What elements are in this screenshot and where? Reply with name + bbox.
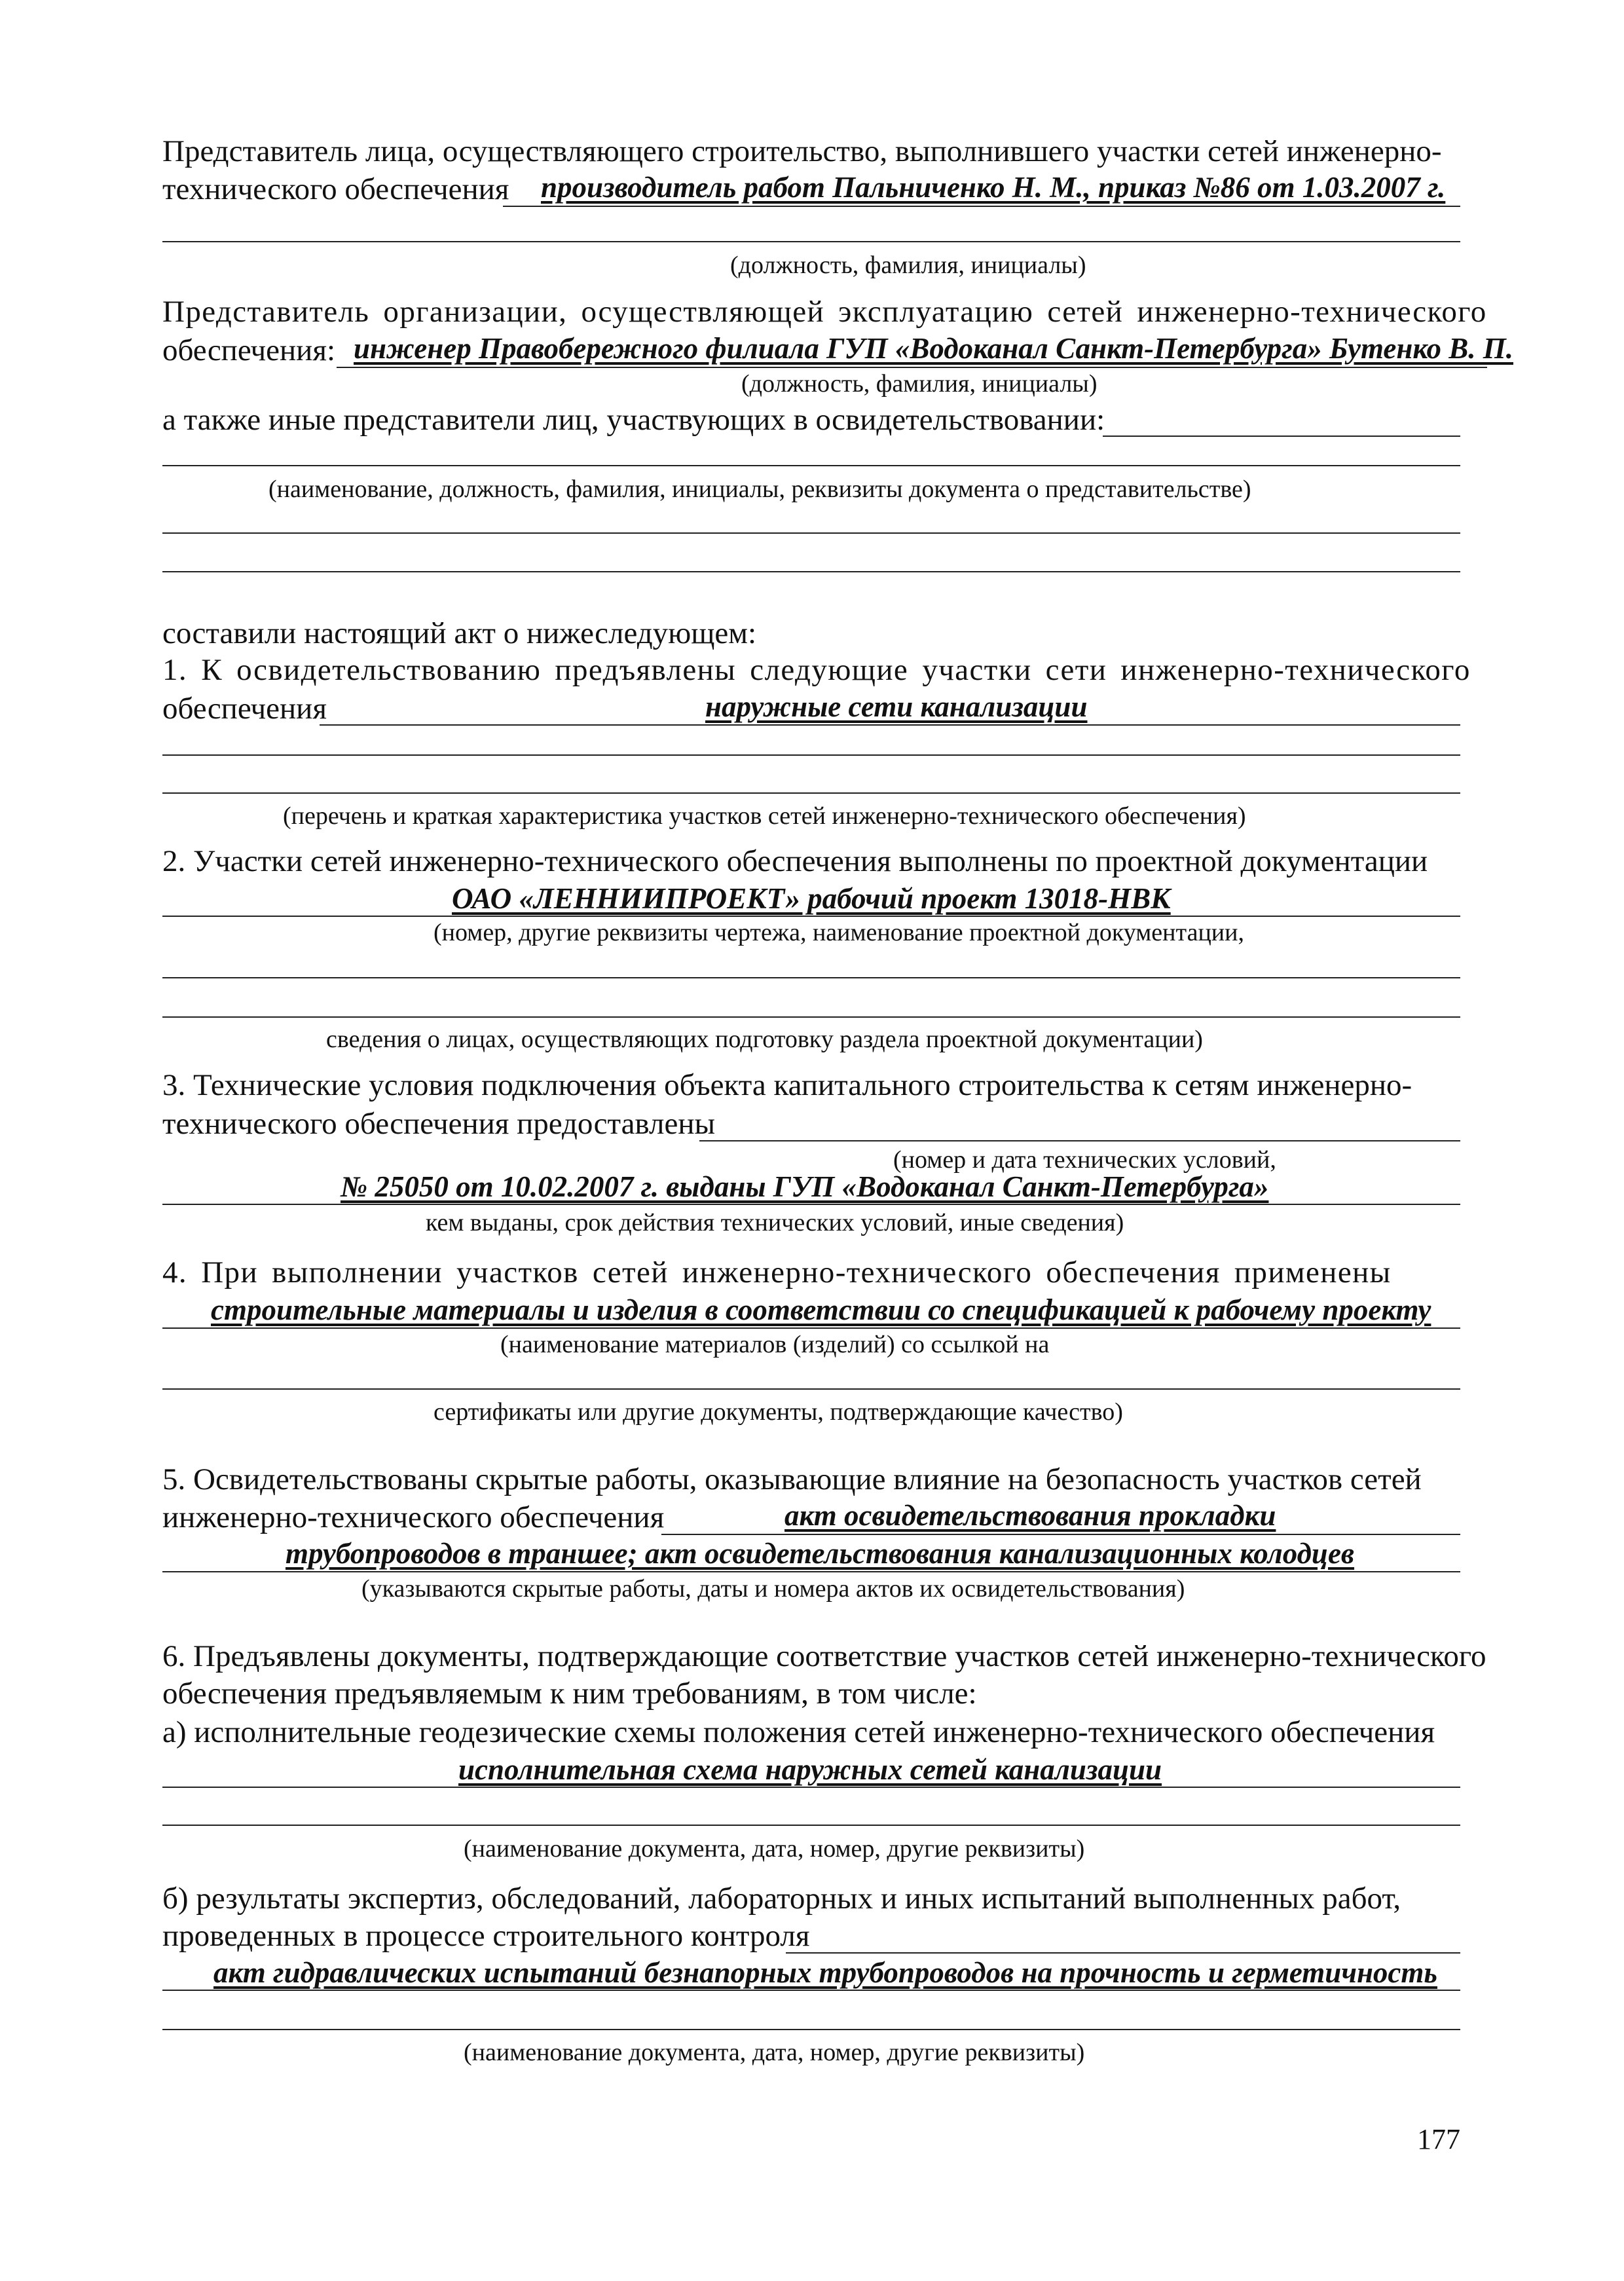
- s1-line2: технического обеспечения: [162, 172, 509, 206]
- p1-line2: обеспечения: [162, 692, 327, 726]
- p2-blank-line-1: [162, 977, 1460, 978]
- p1-caption: (перечень и краткая характеристика участков сетей инженерно-технического обеспечения): [283, 802, 1246, 830]
- s2-caption: (должность, фамилия, инициалы): [741, 370, 1098, 398]
- p6-a-caption: (наименование документа, дата, номер, другие реквизиты): [464, 1835, 1085, 1863]
- s1-value: производитель работ Пальниченко Н. М., приказ №86 от 1.03.2007 г.: [541, 171, 1446, 204]
- s2-others-caption: (наименование, должность, фамилия, инициалы, реквизиты документа о представительстве): [268, 475, 1251, 503]
- s1-caption: (должность, фамилия, инициалы): [730, 251, 1086, 279]
- p6-b-underline-1: [786, 1952, 1460, 1954]
- p3-caption-1: (номер и дата технических условий,: [893, 1146, 1276, 1174]
- p4-blank-line: [162, 1388, 1460, 1390]
- p2-line1: 2. Участки сетей инженерно-технического обеспечения выполнены по проектной документации: [162, 844, 1428, 878]
- p2-caption-2: сведения о лицах, осуществляющих подготовку раздела проектной документации): [326, 1026, 1203, 1053]
- p1-blank-line-2: [162, 792, 1460, 794]
- p6-b-caption: (наименование документа, дата, номер, другие реквизиты): [464, 2039, 1085, 2066]
- p4-value: строительные материалы и изделия в соответствии со спецификацией к рабочему проекту: [211, 1293, 1431, 1326]
- p3-line2: технического обеспечения предоставлены: [162, 1107, 716, 1141]
- s1-blank-line: [162, 241, 1460, 242]
- p6-b-line1: б) результаты экспертиз, обследований, лабораторных и иных испытаний выполненных работ,: [162, 1882, 1401, 1916]
- p6-a-line: а) исполнительные геодезические схемы положения сетей инженерно-технического обеспечения: [162, 1715, 1435, 1749]
- p1-line1: 1. К освидетельствованию предъявлены следующие участки сети инженерно-технического: [162, 653, 1471, 687]
- p3-value-underline: [162, 1204, 1460, 1205]
- p5-value-2: трубопроводов в траншее; акт освидетельствования канализационных колодцев: [286, 1537, 1355, 1570]
- s2-blank-line-3: [162, 571, 1460, 572]
- p6-a-blank-line: [162, 1825, 1460, 1826]
- s1-line1: Представитель лица, осуществляющего строительство, выполнившего участки сетей инженерно-: [162, 134, 1442, 168]
- page-number: 177: [1417, 2123, 1460, 2155]
- p2-underline: [162, 916, 1460, 917]
- p3-value: № 25050 от 10.02.2007 г. выданы ГУП «Водоканал Санкт-Петербурга»: [341, 1170, 1269, 1203]
- intro-text: составили настоящий акт о нижеследующем:: [162, 616, 757, 650]
- s2-blank-line-2: [162, 532, 1460, 534]
- p5-line2: инженерно-технического обеспечения: [162, 1500, 665, 1534]
- p6-a-value: исполнительная схема наружных сетей канализации: [458, 1753, 1162, 1786]
- p4-underline: [162, 1327, 1460, 1329]
- p2-value: ОАО «ЛЕННИИПРОЕКТ» рабочий проект 13018-НВК: [452, 882, 1171, 915]
- p5-underline-2: [162, 1571, 1460, 1572]
- p2-blank-line-2: [162, 1016, 1460, 1018]
- p1-underline: [320, 724, 1460, 726]
- p4-caption-2: сертификаты или другие документы, подтверждающие качество): [434, 1398, 1123, 1426]
- p3-line1: 3. Технические условия подключения объекта капитального строительства к сетям инженерно-: [162, 1068, 1412, 1102]
- p5-line1: 5. Освидетельствованы скрытые работы, оказывающие влияние на безопасность участков сетей: [162, 1462, 1422, 1496]
- p2-caption-1: (номер, другие реквизиты чертежа, наименование проектной документации,: [434, 919, 1244, 946]
- p5-caption: (указываются скрытые работы, даты и номера актов их освидетельствования): [361, 1575, 1185, 1603]
- p6-b-blank-line: [162, 2029, 1460, 2030]
- s2-underline: [337, 367, 1487, 368]
- p6-a-underline: [162, 1787, 1460, 1788]
- p1-blank-line-1: [162, 754, 1460, 756]
- p4-line1: 4. При выполнении участков сетей инженерно-технического обеспечения применены: [162, 1255, 1392, 1289]
- s2-line2: обеспечения:: [162, 333, 336, 367]
- p6-b-value: акт гидравлических испытаний безнапорных трубопроводов на прочность и герметичность: [213, 1956, 1437, 1989]
- s1-underline: [503, 206, 1460, 207]
- p4-caption-1: (наименование материалов (изделий) со ссылкой на: [500, 1331, 1050, 1358]
- p6-b-line2: проведенных в процессе строительного контроля: [162, 1919, 810, 1953]
- s2-others-underline: [1103, 436, 1460, 437]
- s2-others: а также иные представители лиц, участвующих в освидетельствовании:: [162, 403, 1105, 437]
- s2-blank-line-1: [162, 465, 1460, 466]
- s2-value: инженер Правобережного филиала ГУП «Водоканал Санкт-Петербурга» Бутенко В. П.: [354, 332, 1513, 365]
- p1-value: наружные сети канализации: [705, 690, 1088, 723]
- p5-underline-1: [661, 1534, 1460, 1535]
- p6-b-underline-2: [162, 1990, 1460, 1991]
- p5-value-1: акт освидетельствования прокладки: [784, 1499, 1276, 1532]
- p6-line1: 6. Предъявлены документы, подтверждающие соответствие участков сетей инженерно-технического: [162, 1639, 1486, 1673]
- s2-line1: Представитель организации, осуществляющей эксплуатацию сетей инженерно-технического: [162, 295, 1487, 329]
- p3-underline: [699, 1140, 1460, 1141]
- p3-caption-2: кем выданы, срок действия технических условий, иные сведения): [426, 1209, 1124, 1236]
- p6-line2: обеспечения предъявляемым к ним требованиям, в том числе:: [162, 1677, 977, 1711]
